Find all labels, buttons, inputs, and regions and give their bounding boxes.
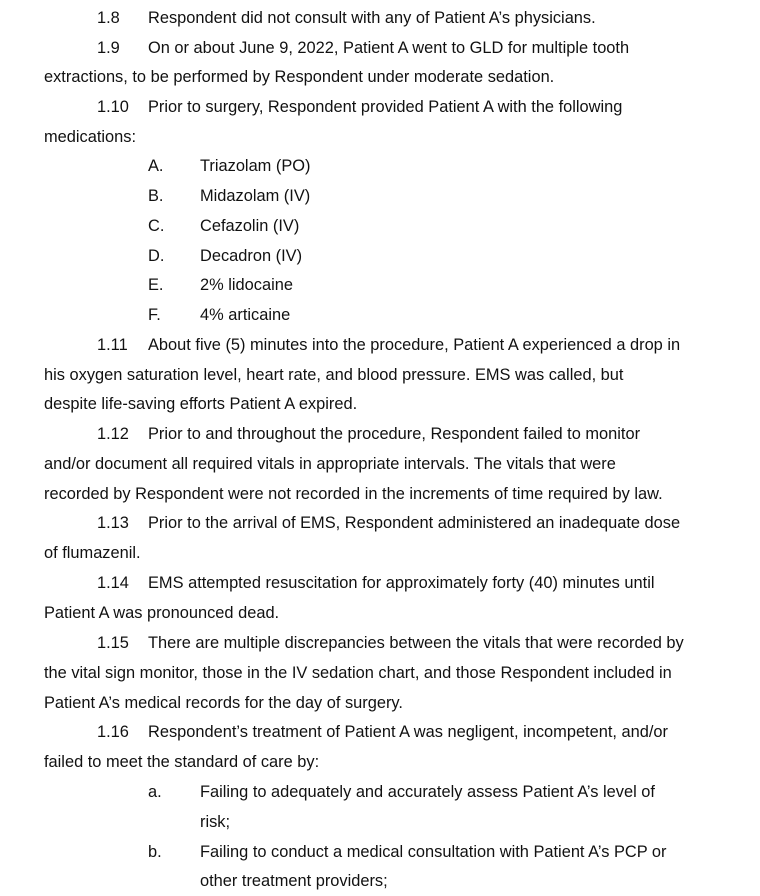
- list-marker: A.: [148, 157, 164, 175]
- paragraph-1-12: [44, 419, 740, 449]
- paragraph-text: Prior to and throughout the procedure, Respondent failed to monitor: [148, 425, 641, 443]
- paragraph-1-13: [44, 508, 740, 538]
- paragraph-text: Respondent did not consult with any of Patient A’s physicians.: [148, 9, 596, 27]
- list-item-text: Cefazolin (IV): [200, 217, 300, 235]
- paragraph-continuation: and/or document all required vitals in appropriate intervals. The vitals that were: [44, 455, 616, 473]
- paragraph-continuation: recorded by Respondent were not recorded in the increments of time required by law.: [44, 485, 663, 503]
- paragraph-text: About five (5) minutes into the procedure, Patient A experienced a drop in: [148, 336, 681, 354]
- list-marker: F.: [148, 306, 161, 324]
- list-marker: D.: [148, 247, 165, 265]
- paragraph-number: 1.8: [97, 9, 120, 27]
- paragraph-text: There are multiple discrepancies between the vitals that were recorded by: [148, 634, 684, 652]
- paragraph-1-9: [44, 33, 740, 63]
- paragraph-continuation: his oxygen saturation level, heart rate, and blood pressure. EMS was called, but: [44, 366, 624, 384]
- list-marker: b.: [148, 843, 162, 861]
- paragraph-number: 1.10: [97, 98, 129, 116]
- paragraph-text: Prior to surgery, Respondent provided Patient A with the following: [148, 98, 623, 116]
- paragraph-number: 1.11: [97, 336, 128, 354]
- list-marker: B.: [148, 187, 164, 205]
- list-item: [44, 777, 740, 807]
- paragraph-text: Prior to the arrival of EMS, Respondent administered an inadequate dose: [148, 514, 681, 532]
- list-item: [44, 211, 740, 241]
- paragraph-text: On or about June 9, 2022, Patient A went to GLD for multiple tooth: [148, 39, 630, 57]
- paragraph-1-16: [44, 717, 740, 747]
- list-item-text: Midazolam (IV): [200, 187, 311, 205]
- list-item-text: Triazolam (PO): [200, 157, 311, 175]
- list-item-text: Failing to adequately and accurately assess Patient A’s level of: [200, 783, 655, 801]
- paragraph-number: 1.16: [97, 723, 129, 741]
- paragraph-text: EMS attempted resuscitation for approximately forty (40) minutes until: [148, 574, 655, 592]
- paragraph-continuation: Patient A’s medical records for the day of surgery.: [44, 694, 403, 712]
- list-item-text: Decadron (IV): [200, 247, 303, 265]
- paragraph-continuation: Patient A was pronounced dead.: [44, 604, 280, 622]
- list-item-continuation: [44, 866, 740, 896]
- paragraph-number: 1.14: [97, 574, 129, 592]
- list-item-text: Failing to conduct a medical consultation with Patient A’s PCP or: [200, 843, 667, 861]
- paragraph-1-10: [44, 92, 740, 122]
- list-item: [44, 270, 740, 300]
- paragraph-number: 1.15: [97, 634, 129, 652]
- paragraph-1-11: [44, 330, 740, 360]
- list-marker: C.: [148, 217, 165, 235]
- paragraph-continuation: medications:: [44, 128, 137, 146]
- paragraph-1-8: [44, 3, 740, 33]
- paragraph-continuation: the vital sign monitor, those in the IV sedation chart, and those Respondent included in: [44, 664, 672, 682]
- list-item-text: 4% articaine: [200, 306, 291, 324]
- list-item: [44, 151, 740, 181]
- paragraph-continuation: failed to meet the standard of care by:: [44, 753, 320, 771]
- list-item-text: risk;: [200, 813, 231, 831]
- paragraph-continuation: despite life-saving efforts Patient A expired.: [44, 395, 358, 413]
- list-item: [44, 837, 740, 867]
- paragraph-1-14: [44, 568, 740, 598]
- paragraph-number: 1.9: [97, 39, 120, 57]
- paragraph-text: Respondent’s treatment of Patient A was negligent, incompetent, and/or: [148, 723, 668, 741]
- list-item-text: 2% lidocaine: [200, 276, 293, 294]
- paragraph-1-15: [44, 628, 740, 658]
- list-item: [44, 181, 740, 211]
- list-marker: E.: [148, 276, 164, 294]
- paragraph-number: 1.12: [97, 425, 129, 443]
- paragraph-number: 1.13: [97, 514, 129, 532]
- paragraph-continuation: extractions, to be performed by Respondent under moderate sedation.: [44, 68, 555, 86]
- list-item: [44, 300, 740, 330]
- list-item-text: other treatment providers;: [200, 872, 388, 890]
- list-marker: a.: [148, 783, 162, 801]
- paragraph-continuation: of flumazenil.: [44, 544, 141, 562]
- list-item-continuation: [44, 807, 740, 837]
- list-item: [44, 241, 740, 271]
